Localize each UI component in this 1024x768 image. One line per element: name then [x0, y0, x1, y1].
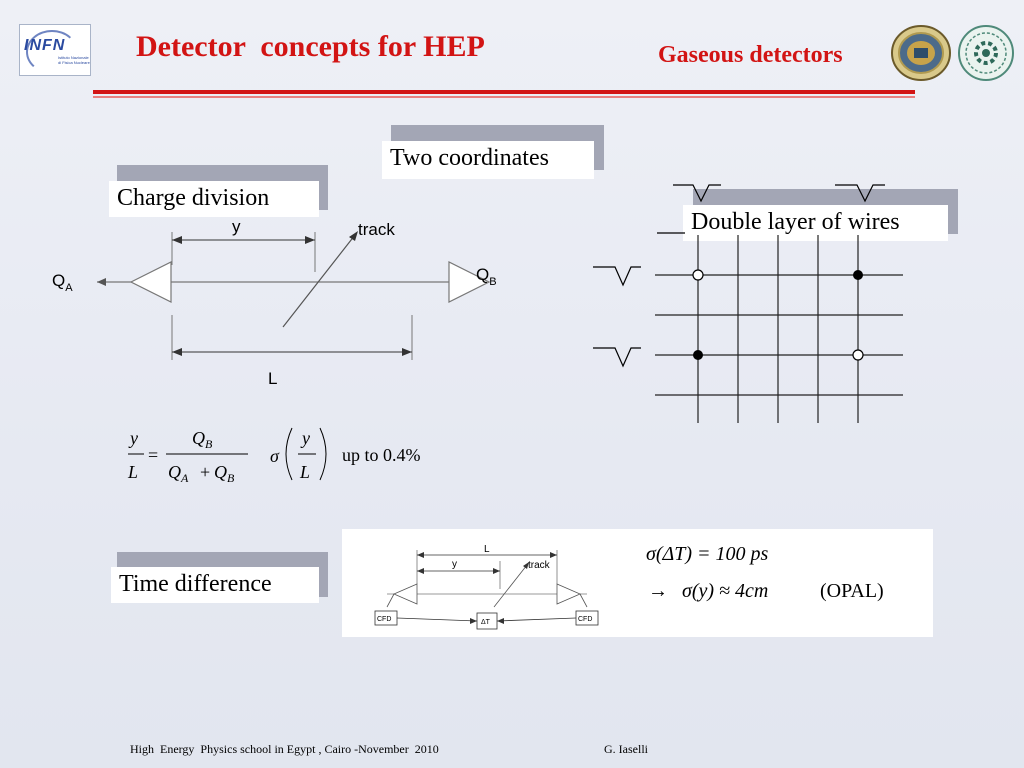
ghost-hit: [693, 270, 703, 280]
formula-eq: =: [148, 445, 159, 465]
charge-division-diagram: [40, 210, 520, 400]
track-label: track: [358, 220, 395, 239]
two-coordinates-label: Two coordinates: [382, 141, 594, 179]
pulse-left-2: [593, 348, 641, 366]
charge-division-label: Charge division: [109, 181, 319, 217]
pulse-top-2: [835, 185, 885, 201]
slide-title: Detector concepts for HEP: [136, 30, 485, 63]
university-seal-icon: [890, 24, 952, 82]
cfd-right-label: CFD: [578, 616, 593, 623]
time-difference-label: Time difference: [111, 567, 319, 603]
charge-division-formula: [120, 420, 460, 490]
formula-qb2: $Q_B$: [214, 462, 235, 485]
delta-t-label: ΔT: [481, 619, 490, 626]
time-difference-diagram: [342, 529, 933, 637]
inset-l-label: L: [484, 544, 490, 555]
pulse-top-1: [673, 185, 721, 201]
footer-event: High Energy Physics school in Egypt , Cairo -November 2010: [130, 742, 439, 756]
gear-seal-icon: [955, 24, 1017, 82]
real-hit: [693, 350, 703, 360]
cfd-left-label: CFD: [377, 616, 392, 623]
wire-arrow-left: [97, 278, 106, 286]
header-rule-thin: [93, 96, 915, 98]
logo-subtext: Istituto Nazionale di Fisica Nucleare: [58, 55, 90, 65]
track-arrow: [349, 231, 358, 241]
l-label: L: [268, 369, 278, 388]
footer-author: G. Iaselli: [604, 742, 648, 756]
formula-upto: up to 0.4%: [342, 445, 421, 465]
formula-qb: $Q_B$: [192, 428, 213, 451]
time-difference-panel: [342, 529, 933, 637]
logo-text: INFN: [24, 37, 66, 54]
svg-text:y: y: [302, 428, 310, 448]
pulse-left-1: [593, 267, 641, 285]
real-hit: [853, 270, 863, 280]
time-formula-line2: σ(y) ≈ 4cm: [682, 580, 769, 602]
infn-logo: [19, 24, 91, 76]
time-formula-arrow: →: [648, 580, 668, 602]
formula-l: L: [128, 462, 139, 482]
formula-y: y: [130, 428, 138, 448]
inset-y-label: y: [452, 559, 457, 570]
amplifier-left: [131, 262, 171, 302]
svg-text:L: L: [300, 462, 311, 482]
time-formula-note: (OPAL): [820, 580, 884, 602]
formula-qa: $Q_A$: [168, 462, 189, 485]
formula-plus: +: [200, 462, 211, 482]
track-line: [283, 235, 355, 327]
qa-label: $Q_A$: [52, 271, 73, 294]
inset-track-label: track: [528, 560, 550, 571]
header-rule: [93, 90, 915, 94]
double-layer-wire-grid: [585, 175, 915, 425]
time-formula-line1: σ(ΔT) = 100 ps: [646, 543, 769, 565]
double-layer-label: Double layer of wires: [683, 205, 948, 241]
y-label: y: [232, 217, 241, 236]
formula-sigma: σ: [270, 446, 279, 466]
slide-subtitle: Gaseous detectors: [658, 42, 843, 68]
ghost-hit: [853, 350, 863, 360]
qb-label: $Q_B$: [476, 265, 497, 288]
